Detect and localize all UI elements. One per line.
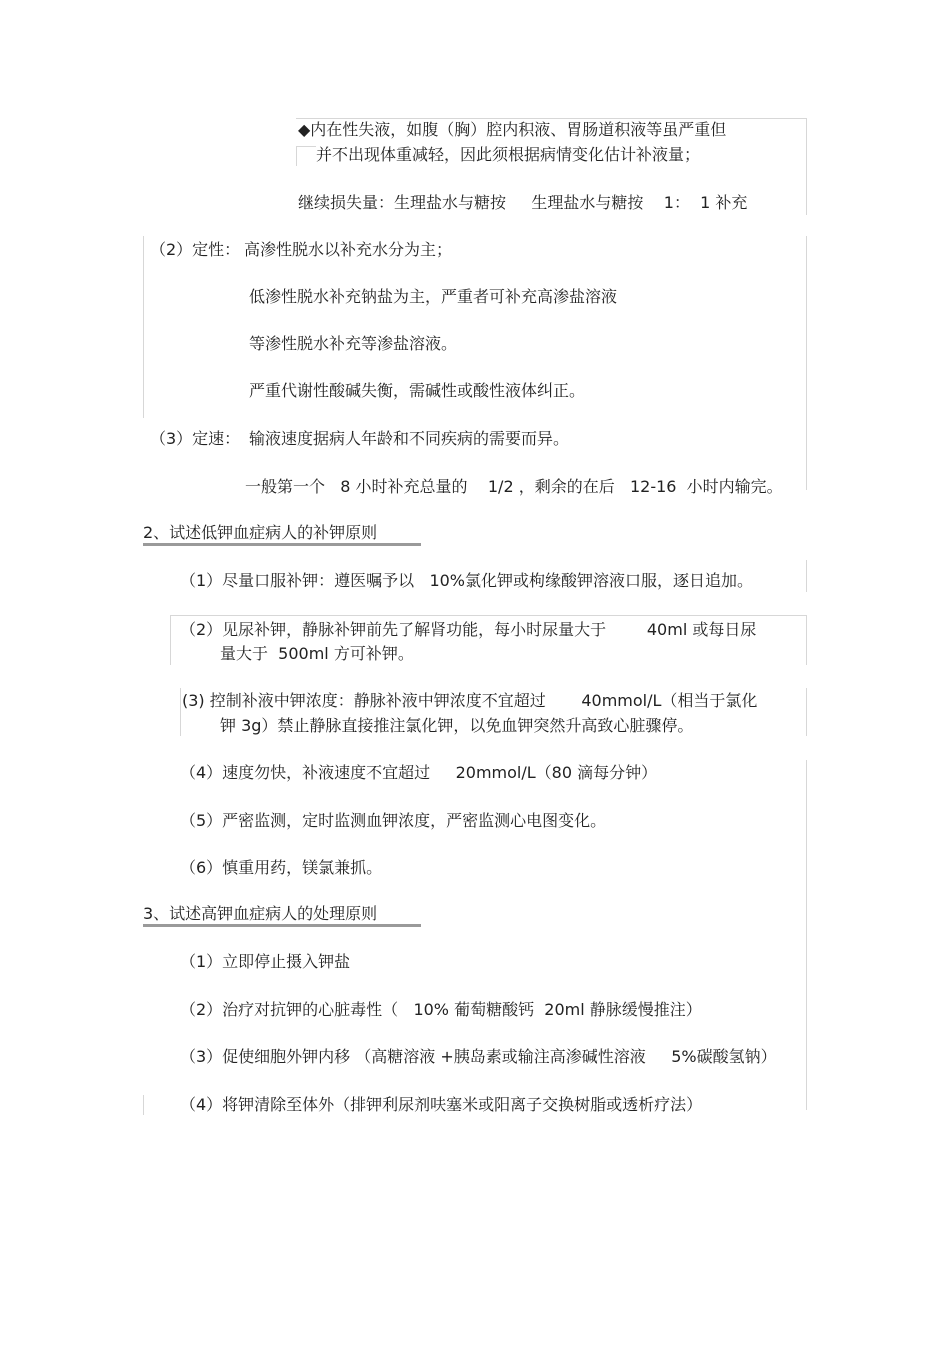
list-item: （1）立即停止摄入钾盐 [180,952,351,971]
list-item: （5）严密监测，定时监测血钾浓度，严密监测心电图变化。 [180,811,607,830]
list-item: 钾 3g）禁止静脉直接推注氯化钾，以免血钾突然升高致心脏骤停。 [220,716,694,735]
box-rule [806,760,807,1110]
list-item: （1）尽量口服补钾：遵医嘱予以 10%氯化钾或枸缘酸钾溶液口服，逐日追加。 [180,571,754,590]
text-line: 高渗性脱水以补充水分为主； [244,240,453,259]
box-rule [143,236,144,418]
box-rule [296,118,806,119]
text-line: ◆内在性失液，如腹（胸）腔内积液、胃肠道积液等虽严重但 [298,120,727,139]
text-line: 继续损失量：生理盐水与糖按 生理盐水与糖按 1： 1 补充 [298,193,748,212]
text-line: 输液速度据病人年龄和不同疾病的需要而异。 [249,429,570,448]
heading-q3: 3、试述高钾血症病人的处理原则 [143,904,378,923]
list-item: （6）慎重用药，镁氯兼抓。 [180,858,383,877]
text-line: 低渗性脱水补充钠盐为主，严重者可补充高渗盐溶液 [249,287,618,306]
heading-underline [143,543,421,546]
box-rule [806,236,807,490]
box-rule [806,688,807,736]
box-rule [296,146,316,147]
section-label: （3）定速： [150,429,241,448]
text-line: 等渗性脱水补充等渗盐溶液。 [249,334,458,353]
section-label: （2）定性： [150,240,241,259]
box-rule [806,560,807,592]
box-rule [806,118,807,215]
heading-q2: 2、试述低钾血症病人的补钾原则 [143,523,378,542]
box-rule [806,615,807,665]
list-item: （3）促使细胞外钾内移 （高糖溶液 +胰岛素或输注高渗碱性溶液 5%碳酸氢钠） [180,1047,777,1066]
list-item: 量大于 500ml 方可补钾。 [220,644,414,663]
list-item: （4）速度勿快，补液速度不宜超过 20mmol/L（80 滴每分钟） [180,763,658,782]
list-item: （4）将钾清除至体外（排钾利尿剂呋塞米或阳离子交换树脂或透析疗法） [180,1095,703,1114]
box-rule [170,615,806,616]
list-item: (3) 控制补液中钾浓度：静脉补液中钾浓度不宜超过 40mmol/L（相当于氯化 [182,691,758,710]
box-rule [170,615,171,665]
box-rule [296,146,297,166]
text-line: 并不出现体重减轻，因此须根据病情变化估计补液量； [316,145,701,164]
heading-underline [143,924,421,927]
list-item: （2）见尿补钾，静脉补钾前先了解肾功能，每小时尿量大于 40ml 或每日尿 [180,620,757,639]
box-rule [180,688,181,736]
box-rule [143,1095,144,1115]
text-line: 一般第一个 8 小时补充总量的 1/2 ，剩余的在后 12-16 小时内输完。 [245,477,783,496]
list-item: （2）治疗对抗钾的心脏毒性（ 10% 葡萄糖酸钙 20ml 静脉缓慢推注） [180,1000,702,1019]
text-line: 严重代谢性酸碱失衡，需碱性或酸性液体纠正。 [249,381,586,400]
